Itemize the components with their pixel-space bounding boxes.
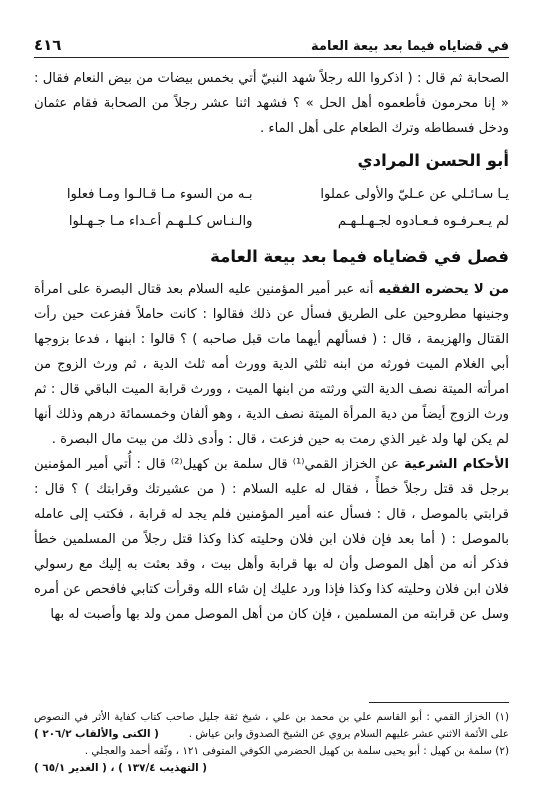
section-heading: فصل في قضاياه فيما بعد بيعة العامة: [210, 247, 509, 266]
verse-2-second-hemistich: والـنـاس كـلـهـم أعـداء مـا جـهـلوا: [68, 214, 253, 229]
paragraph-3: [34, 452, 509, 627]
paragraph-3-source: الأحكام الشرعية: [403, 457, 509, 472]
footnote-2: [34, 743, 509, 774]
paragraph-1-line-1: الصحابة ثم قال : ( اذكروا الله رجلاً شهد النبيّ أتي بخمس بيضات من بيض النعام: [73, 71, 509, 86]
footnote-2-text: (٢) سلمة بن كهيل : أبو يحيى سلمة بن كهيل الحضرمي الكوفي المتوفى ١٢١ ، وثّقه أحمد والعجلي .: [84, 745, 509, 757]
footnote-1-text: (١) الخزاز القمي : أبو القاسم علي بن محمد بن علي ، شيخ ثقة جليل صاحب كتاب كفاية الأثر في النصوص على الأئمة الاثني عشر عليهم السلام يروي عن الشيخ الصدوق وابن عياش .: [34, 711, 509, 740]
poem: [34, 181, 509, 235]
paragraph-2-text: أنه عبر أمير المؤمنين عليه السلام بعد قتال البصرة على امرأة وجنينها مطروحين على الطريق فسأل عن ذلك فقالوا : كانت حاملاً ففزعت حين رأت القتال والهزيمة ، قال : ( فسألهم أيهما مات قبل صاحبه ) ؟ قالوا : ابنها ، فدعا بزوجها أبي الغلام الميت فورثه من ابنه ثلثي الدية وورث أمه ثلث الدية ، ثم ورث الزوج من امرأته الميتة نصف الدية التي ورثته من ابنها الميت ، وورث قرابة الميت الباقي قال : ثم ورث الزوج أيضاً من دية المرأة الميتة نصف الدية ، وهو ألفان وخمسمائة درهم وذلك أنها لم يكن لها ولد غير الذي رمت به حين فزعت ، قال : وأدى ذلك من بيت مال البصرة .: [34, 282, 509, 447]
paragraph-1-line-3: عثمان ودخل فسطاطه وترك الطعام على أهل الماء .: [34, 96, 509, 136]
footnote-1: [34, 709, 509, 743]
body-text: [34, 66, 509, 627]
verse-1-second-hemistich: بـه من السوء مـا قـالـوا ومـا فعلوا: [66, 187, 253, 202]
paragraph-2-source: من لا يحضره الفقيه: [378, 282, 509, 297]
poem-verse-1: [34, 181, 509, 208]
paragraph-1-line-2: فقال : « إنا محرمون فأطعموه أهل الحل » ؟ فشهد اثنا عشر رجلاً من الصحابة فقام: [34, 71, 509, 111]
page-header: [34, 32, 509, 58]
page-number: ٤١٦: [34, 36, 62, 54]
paragraph-3-text: عن الخزاز القمي⁽¹⁾ قال سلمة بن كهيل⁽²⁾ قال : أُتي أمير المؤمنين برجل قد قتل رجلاً خطأً ، فقال له عليه السلام : ( من عشيرتك وقرابتك ) ؟ قال : قرابتي بالموصل ، قال : فسأل عنه أمير المؤمنين فلم يجد له قرابة ، فكتب إلى عامله بالموصل : ( أما بعد فإن فلان ابن فلان وحليته كذا وكذا قتل رجلاً من المسلمين خطأ فذكر أنه من أهل الموصل وأن له بها قرابة وأهل بيت ، وقد بعثت به إليك مع رسولي فلان ابن فلان وحليته كذا وكذا فإذا ورد عليك إن شاء الله وقرأت كتابي فافحص عن أمره وسل عن قرابته من المسلمين ، فإن كان من أهل الموصل ممن ولد بها وأصبت له بها: [34, 457, 509, 622]
poem-verse-2: [34, 208, 509, 235]
paragraph-2: [34, 277, 509, 452]
verse-2-first-hemistich: لم يـعـرفـوه فـعـادوه لجـهـلـهـم: [337, 214, 509, 229]
verse-1-first-hemistich: يـا سـائـلي عن عـليّ والأولى عملوا: [320, 187, 509, 202]
poet-heading: أبو الحسن المرادي: [357, 151, 509, 170]
paragraph-1: [34, 66, 509, 141]
footnote-divider: [369, 702, 509, 703]
footnote-2-reference: ( التهذيب ١٣٧/٤ ) ، ( الغدير ٦٥/١ ): [34, 762, 208, 774]
footnote-1-reference: ( الكنى والألقاب ٢٠٦/٢ ): [34, 728, 159, 740]
footnotes: [34, 702, 509, 777]
running-title: في قضاياه فيما بعد بيعة العامة: [311, 39, 509, 54]
